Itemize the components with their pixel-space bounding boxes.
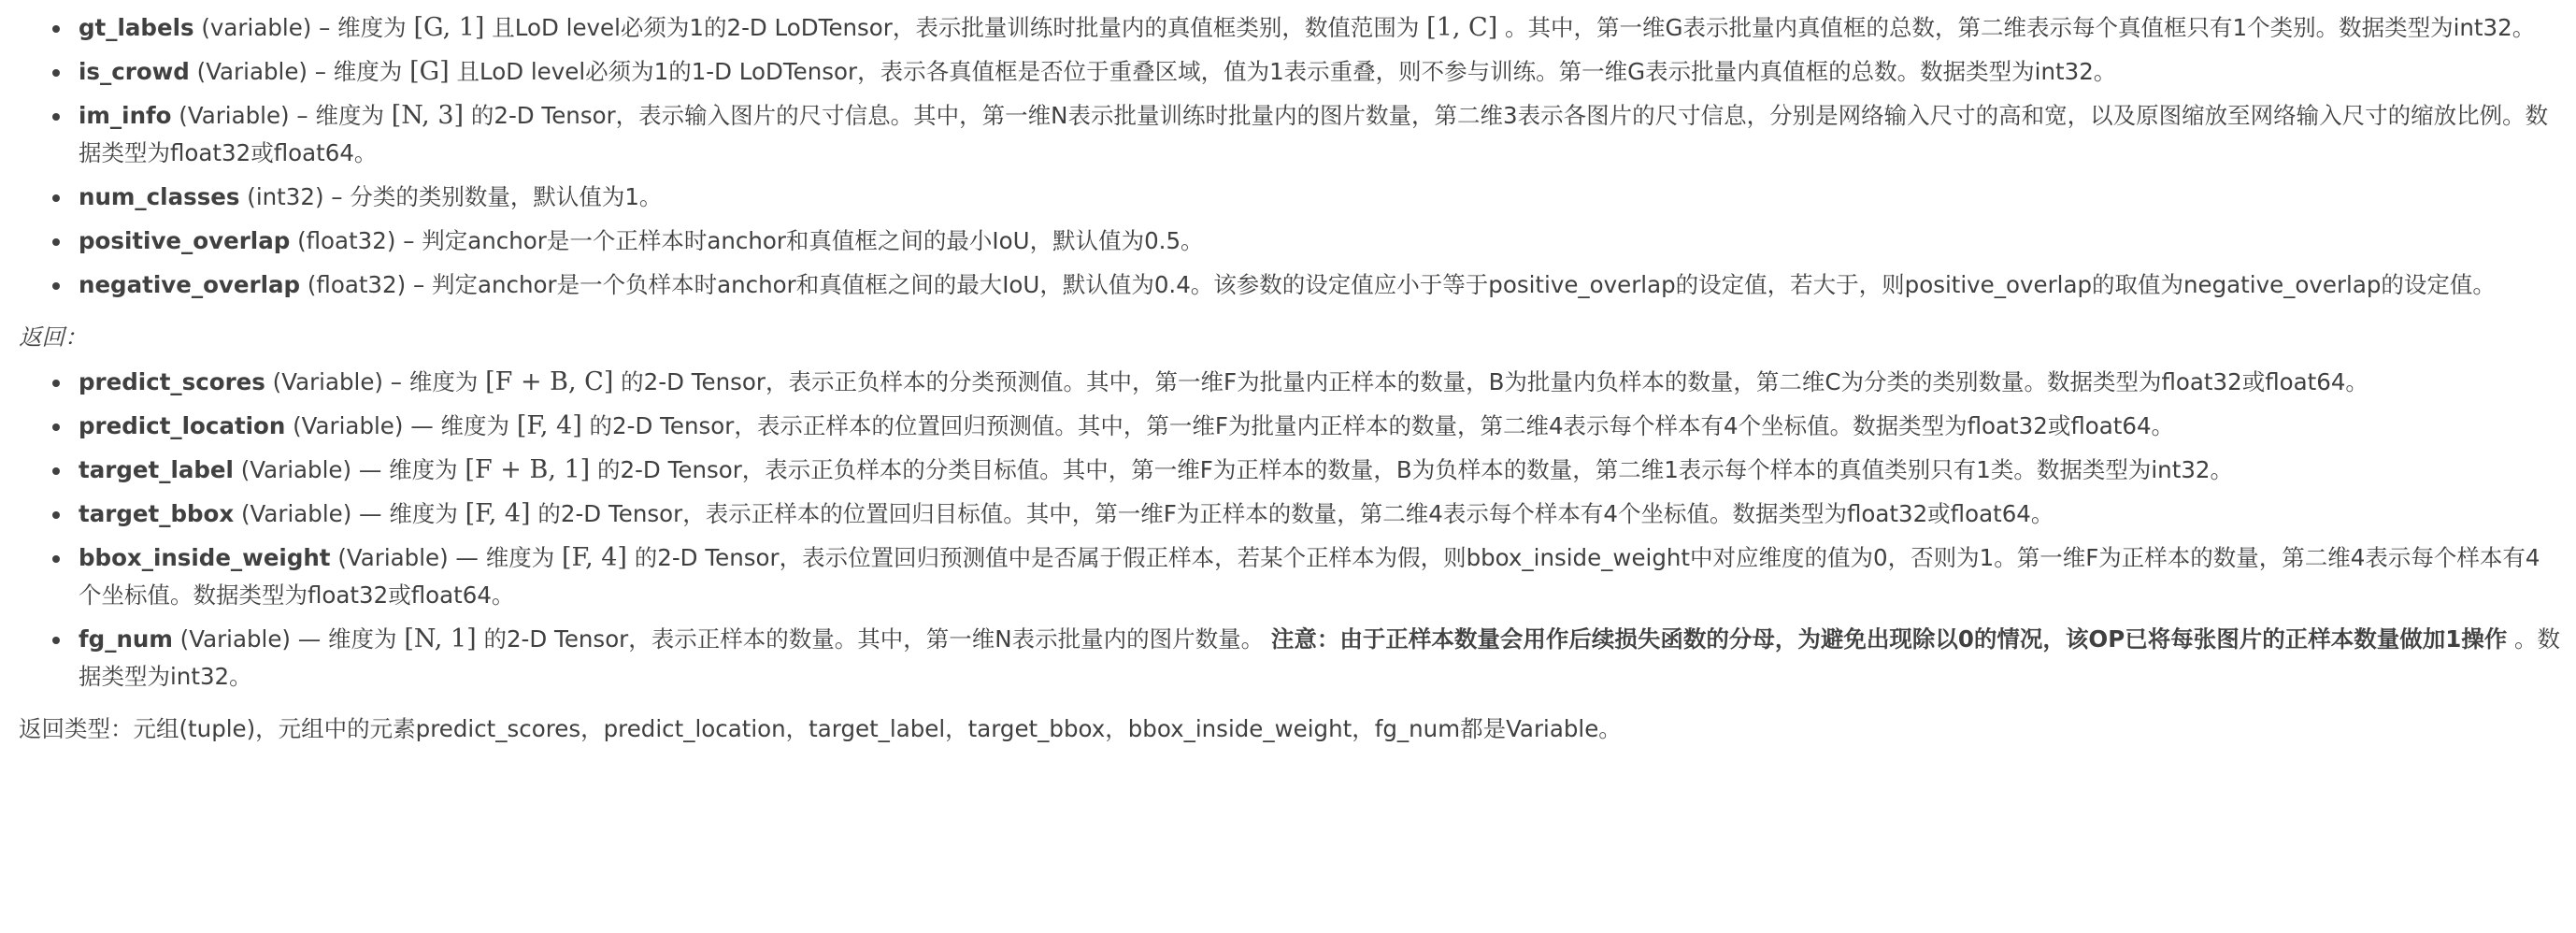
bullet-icon [52, 423, 60, 431]
param-desc: – 分类的类别数量，默认值为1。 [323, 183, 663, 210]
param-type: (float32) [290, 227, 396, 254]
param-is-crowd [79, 53, 2561, 91]
return-desc-cont: 的2-D Tensor，表示正样本的位置回归目标值。其中，第一维F为正样本的数量，第二维4表示每个样本有4个坐标值。数据类型为float32或float64。 [530, 500, 2054, 527]
return-desc: — 维度为 [403, 412, 517, 439]
math-expression: [F + B, 1] [465, 455, 591, 484]
param-type: (Variable) [171, 102, 290, 129]
param-desc-cont: 。其中，第一维G表示批量内真值框的总数，第二维表示每个真值框只有1个类别。数据类型为int32。 [1497, 14, 2536, 41]
math-expression: [1, C] [1426, 13, 1498, 42]
param-name: gt_labels [79, 14, 194, 41]
return-desc-cont: 的2-D Tensor，表示正负样本的分类目标值。其中，第一维F为正样本的数量，B为负样本的数量，第二维1表示每个样本的真值类别只有1类。数据类型为int32。 [590, 456, 2233, 483]
return-name: target_bbox [79, 500, 235, 527]
param-name: negative_overlap [79, 271, 301, 298]
param-desc: – 维度为 [307, 58, 410, 85]
return-type: (Variable) [172, 625, 291, 653]
return-name: predict_scores [79, 368, 265, 395]
return-type: (Variable) [285, 412, 404, 439]
math-expression: [F, 4] [562, 543, 627, 572]
return-fg-num [79, 621, 2561, 696]
param-type: (float32) [300, 271, 407, 298]
param-desc: – 维度为 [311, 14, 414, 41]
return-desc-cont: 的2-D Tensor，表示正样本的数量。其中，第一维N表示批量内的图片数量。 [476, 625, 1271, 653]
return-target-label [79, 452, 2561, 489]
param-gt-labels [79, 9, 2561, 47]
param-desc: – 判定anchor是一个正样本时anchor和真值框之间的最小IoU，默认值为0.5。 [395, 227, 1204, 254]
return-desc: — 维度为 [290, 625, 405, 653]
param-name: is_crowd [79, 58, 190, 85]
math-expression: [N, 1] [404, 624, 477, 653]
math-expression: [G, 1] [413, 13, 485, 42]
return-bbox-inside-weight [79, 539, 2561, 614]
return-name: target_label [79, 456, 234, 483]
bullet-icon [52, 238, 60, 246]
return-desc-cont: 的2-D Tensor，表示正负样本的分类预测值。其中，第一维F为批量内正样本的数量，B为批量内负样本的数量，第二维C为分类的类别数量。数据类型为float32或float64。 [613, 368, 2368, 395]
return-desc: — 维度为 [351, 500, 465, 527]
param-type: (int32) [239, 183, 324, 210]
bullet-icon [52, 69, 60, 77]
math-expression: [F, 4] [516, 411, 582, 440]
param-name: positive_overlap [79, 227, 291, 254]
bullet-icon [52, 25, 60, 33]
param-name: num_classes [79, 183, 240, 210]
param-desc: – 判定anchor是一个负样本时anchor和真值框之间的最大IoU，默认值为0.4。该参数的设定值应小于等于positive_overlap的设定值，若大于，则positive_overlap的取值为negative_overlap的设定值。 [406, 271, 2496, 298]
return-desc: — 维度为 [351, 456, 465, 483]
param-desc-cont: 的2-D Tensor，表示输入图片的尺寸信息。其中，第一维N表示批量训练时批量内的图片数量，第二维3表示各图片的尺寸信息，分别是网络输入尺寸的高和宽，以及原图缩放至网络输入尺寸的缩放比例。数据类型为float32或float64。 [79, 102, 2549, 166]
bullet-icon [52, 282, 60, 290]
return-desc: – 维度为 [383, 368, 486, 395]
param-desc-cont: 且LoD level必须为1的1-D LoDTensor，表示各真值框是否位于重叠区域，值为1表示重叠，则不参与训练。第一维G表示批量内真值框的总数。数据类型为int32。 [449, 58, 2117, 85]
param-negative-overlap [79, 266, 2561, 304]
param-positive-overlap [79, 222, 2561, 260]
bullet-icon [52, 380, 60, 387]
bullet-icon [52, 637, 60, 644]
return-name: fg_num [79, 625, 173, 653]
bullet-icon [52, 467, 60, 475]
param-name: im_info [79, 102, 172, 129]
math-expression: [N, 3] [391, 101, 465, 130]
return-type-line: 返回类型：元组(tuple)，元组中的元素predict_scores，predict_location，target_label，target_bbox，bbox_inside_weight，fg_num都是Variable。 [19, 715, 1622, 742]
bullet-icon [52, 113, 60, 121]
returns-heading: 返回： [19, 323, 88, 351]
bullet-icon [52, 555, 60, 563]
note-emphasis: 注意：由于正样本数量会用作后续损失函数的分母，为避免出现除以0的情况，该OP已将每张图片的正样本数量做加1操作 [1270, 625, 2508, 653]
returns-list [19, 364, 2561, 696]
return-desc-end: 。数据类型为int32。 [79, 625, 2561, 690]
parameter-list [19, 9, 2561, 304]
return-desc-cont: 的2-D Tensor，表示正样本的位置回归预测值。其中，第一维F为批量内正样本的数量，第二维4表示每个样本有4个坐标值。数据类型为float32或float64。 [581, 412, 2175, 439]
return-name: predict_location [79, 412, 286, 439]
return-target-bbox [79, 495, 2561, 533]
return-type: (Variable) [234, 500, 352, 527]
param-im-info [79, 97, 2561, 172]
return-type: (Variable) [265, 368, 383, 395]
return-desc: — 维度为 [448, 544, 563, 571]
return-name: bbox_inside_weight [79, 544, 331, 571]
return-type: (Variable) [330, 544, 449, 571]
return-desc-cont: 的2-D Tensor，表示位置回归预测值中是否属于假正样本，若某个正样本为假，则bbox_inside_weight中对应维度的值为0，否则为1。第一维F为正样本的数量，第二维4表示每个样本有4个坐标值。数据类型为float32或float64。 [79, 544, 2540, 609]
doc-content [19, 9, 2561, 748]
param-desc-cont: 且LoD level必须为1的2-D LoDTensor，表示批量训练时批量内的真值框类别，数值范围为 [484, 14, 1427, 41]
return-predict-location [79, 408, 2561, 445]
param-type: (Variable) [189, 58, 308, 85]
return-predict-scores [79, 364, 2561, 401]
param-num-classes [79, 179, 2561, 216]
param-desc: – 维度为 [289, 102, 392, 129]
math-expression: [F, 4] [465, 499, 531, 528]
bullet-icon [52, 194, 60, 202]
math-expression: [F + B, C] [485, 367, 614, 396]
return-type: (Variable) [233, 456, 352, 483]
bullet-icon [52, 511, 60, 519]
math-expression: [G] [409, 57, 450, 86]
param-type: (variable) [193, 14, 312, 41]
